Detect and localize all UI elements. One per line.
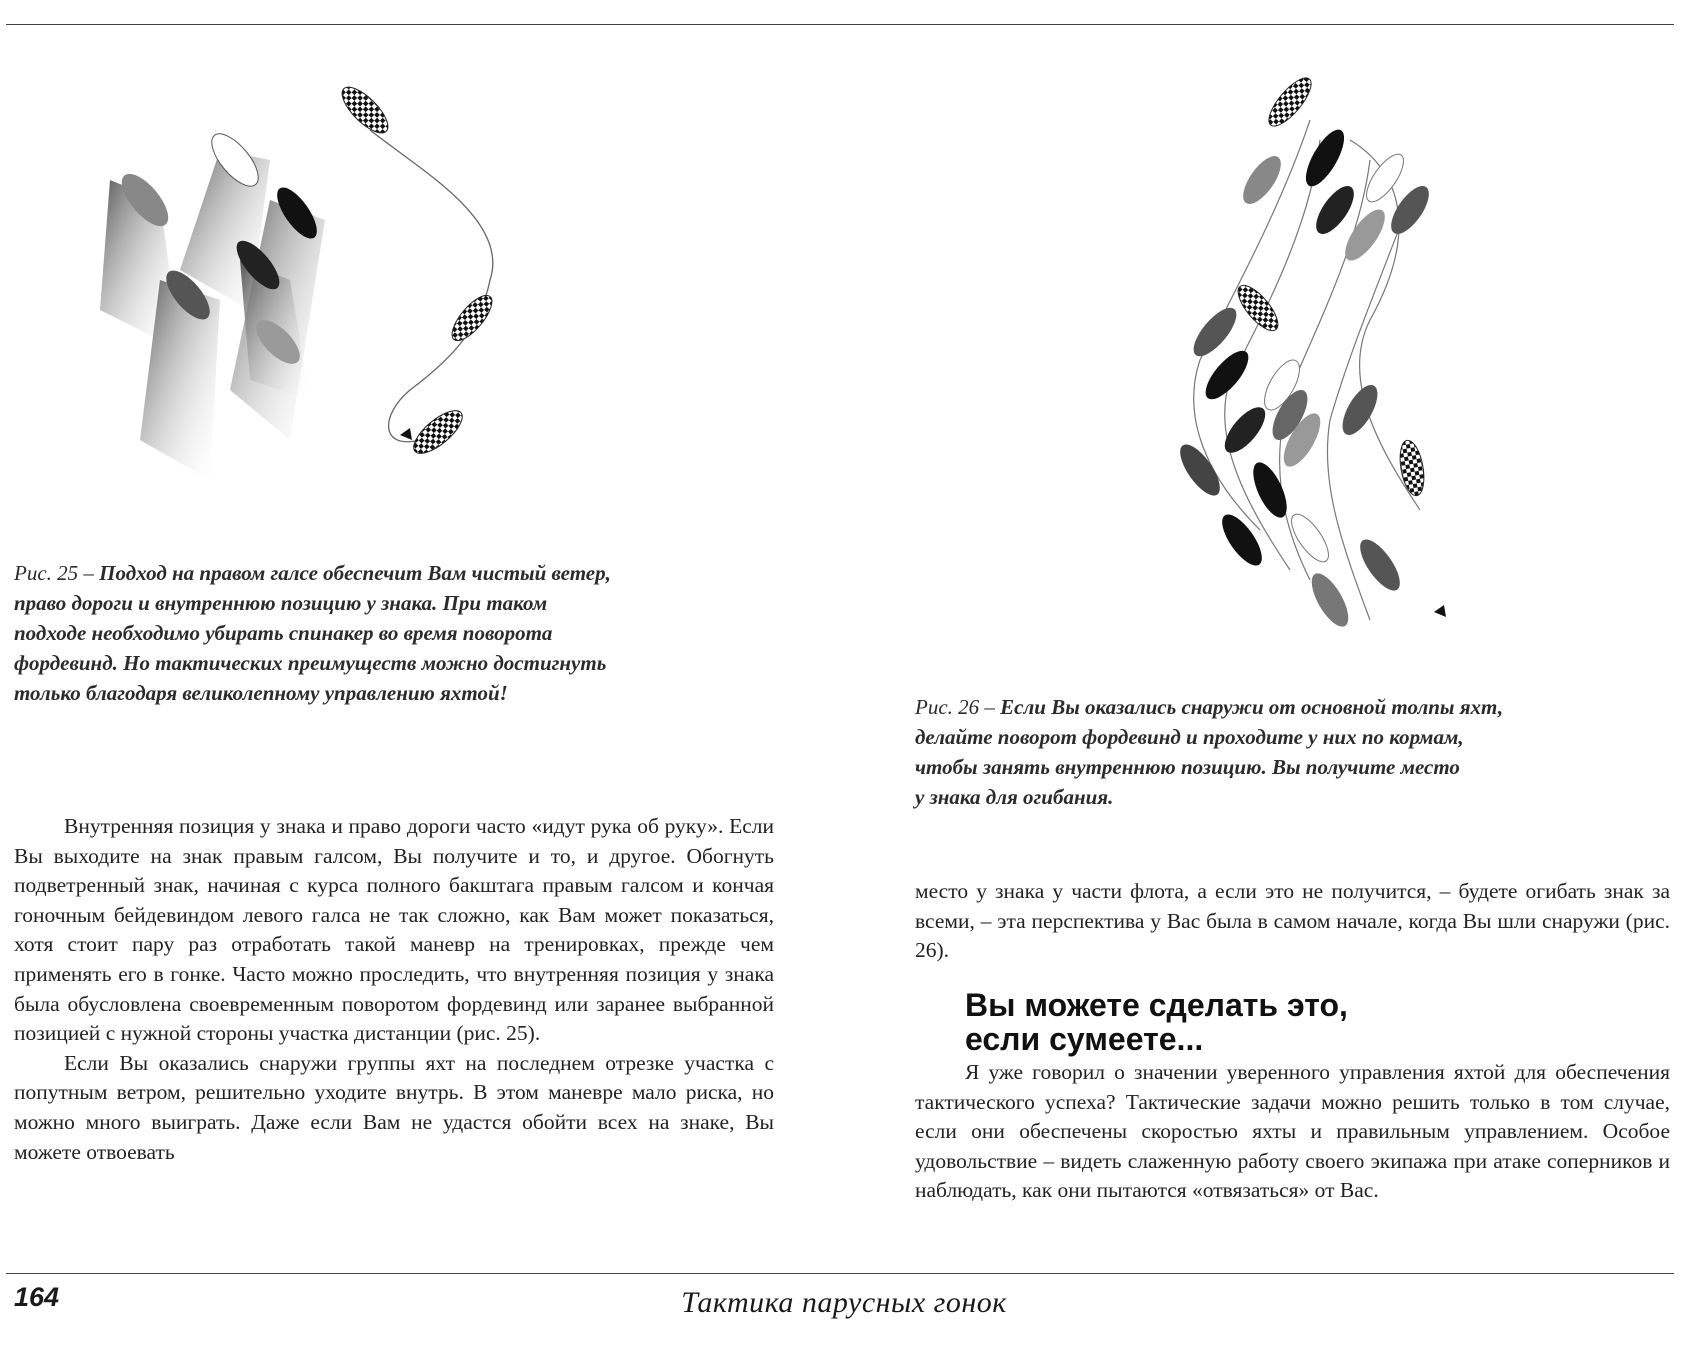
caption-line: делайте поворот фордевинд и проходите у них по кормам, (915, 725, 1464, 749)
figure-25-diagram (60, 60, 580, 530)
boat-black (1215, 509, 1269, 572)
heading-line: Вы можете сделать это, (965, 987, 1348, 1023)
right-column-paragraph (915, 1058, 1670, 1206)
page-number: 164 (14, 1282, 60, 1312)
right-column-continuation (915, 877, 1670, 966)
mark-icon (400, 428, 412, 440)
boat-track (370, 130, 493, 442)
boat-black (1173, 439, 1227, 502)
own-boat (446, 289, 499, 346)
boat-grey (1336, 380, 1385, 440)
section-heading (965, 988, 1665, 1056)
own-boat (1396, 439, 1427, 498)
caption-label: Рис. 26 – (915, 695, 995, 719)
caption-line: право дороги и внутреннюю позицию у знака. При таком (14, 591, 548, 615)
running-title: Тактика парусных гонок (681, 1286, 1007, 1319)
own-boat (335, 80, 394, 139)
caption-line: фордевинд. Но тактических преимуществ можно достигнуть (14, 651, 607, 675)
caption-line: Подход на правом галсе обеспечит Вам чистый ветер, (99, 561, 611, 585)
caption-line: чтобы занять внутреннюю позицию. Вы получите место (915, 755, 1460, 779)
figure-25-caption (14, 558, 754, 708)
boat-black (1309, 180, 1361, 240)
caption-line: у знака для огибания. (915, 785, 1114, 809)
own-boat (1232, 279, 1285, 336)
heading-line: если сумеете... (965, 1021, 1204, 1057)
caption-line: подходе необходимо убирать спинакер во время поворота (14, 621, 553, 645)
paragraph: Я уже говорил о значении уверенного управления яхтой для обеспечения тактического успеха? Тактические задачи можно решить только в том случае, если они обеспечены скоростью яхты и правильным управлением. Особое удовольствие – видеть слаженную работу своего экипажа при атаке соперников и наблюдать, как они пытаются «отвязаться» от Вас. (915, 1060, 1670, 1203)
paragraph: место у знака у части флота, а если это не получится, – будете огибать знак за всеми, – эта перспектива у Вас была в самом начале, когда Вы шли снаружи (рис. 26). (915, 879, 1670, 963)
caption-line: только благодаря великолепному управлению яхтой! (14, 681, 508, 705)
boat-black (1246, 458, 1293, 523)
boat-grey (1305, 568, 1356, 632)
own-boat (407, 404, 468, 461)
paragraph: Внутренняя позиция у знака и право дороги часто «идут рука об руку». Если Вы выходите на знак правым галсом, Вы получите и то, и другое. Обогнуть подветренный знак, начиная с курса полного бакштага правым галсом и кончая гоночным бейдевиндом левого галса не так сложно, как Вам может показаться, хотя стоит пару раз отработать такой маневр на тренировках, прежде чем применять его в гонке. Часто можно проследить, что внутренняя позиция у знака была обусловлена своевременным поворотом фордевинд или заранее выбранной позицией с нужной стороны участка дистанции (рис. 25). (14, 814, 774, 1046)
paragraph: Если Вы оказались снаружи группы яхт на последнем отрезке участка с попутным ветром, решительно уходите внутрь. В этом маневре мало риска, но можно много выиграть. Даже если Вам не удастся обойти всех на знаке, Вы можете отвоевать (14, 1050, 774, 1164)
caption-label: Рис. 25 – (14, 561, 94, 585)
boat-grey (1384, 180, 1436, 240)
caption-line: Если Вы оказались снаружи от основной толпы яхт, (1000, 695, 1504, 719)
figure-26-caption (915, 692, 1655, 812)
boat-black (1299, 124, 1352, 191)
left-column (14, 812, 774, 1167)
figure-26-diagram (1170, 60, 1590, 690)
boat-grey (1236, 150, 1288, 210)
boat-grey (1353, 534, 1407, 597)
top-rule (6, 24, 1674, 25)
mark-icon (1434, 605, 1446, 617)
footer-rule (6, 1273, 1674, 1274)
